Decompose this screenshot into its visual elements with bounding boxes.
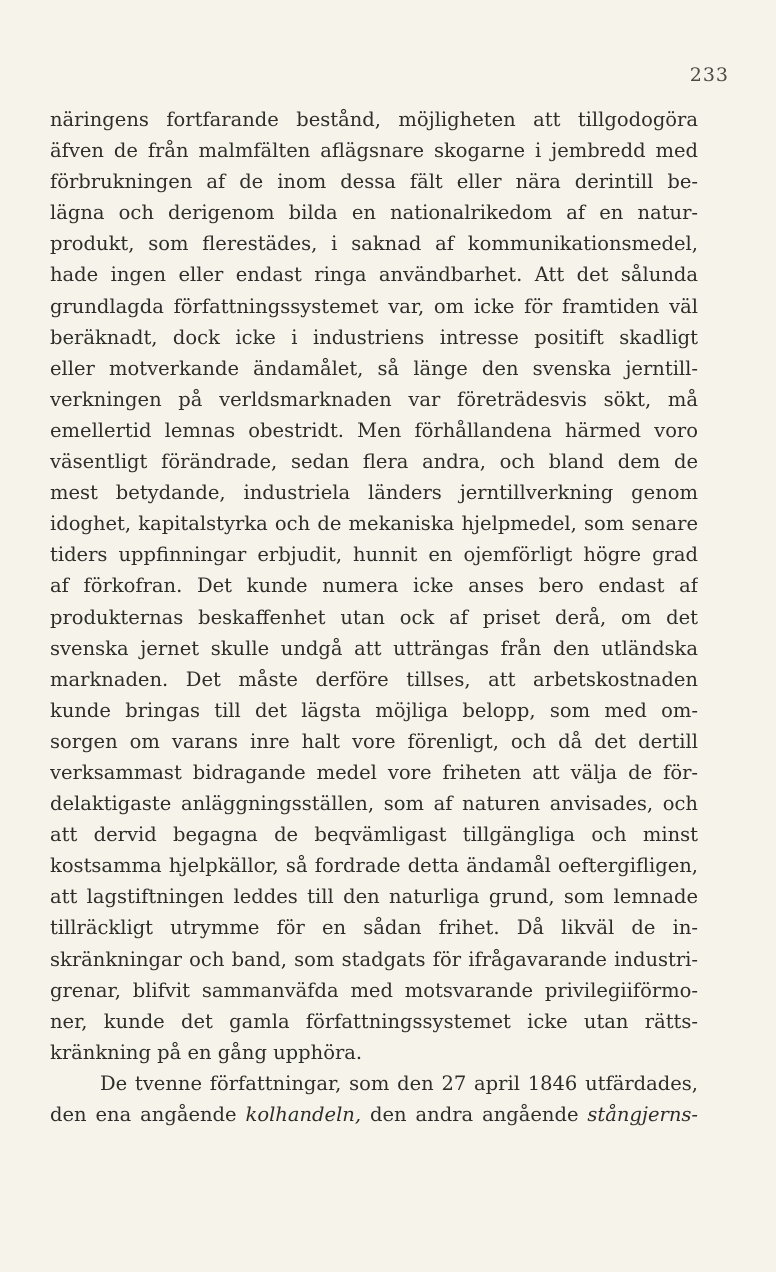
paragraph-two-line-one: De tvenne författningar, som den 27 april 1846 utfärdades, xyxy=(100,1071,698,1095)
text-line: svenska jernet skulle undgå att utträngas från den utländska xyxy=(50,636,698,660)
text-line: verkningen på verldsmarknaden var företrädesvis sökt, må xyxy=(50,387,698,411)
line-text: den andra angående xyxy=(361,1103,588,1126)
italic-term-stangjerns: stångjerns- xyxy=(587,1103,698,1126)
text-line: grenar, blifvit sammanväfda med motsvarande privilegiiförmo- xyxy=(50,978,698,1002)
text-line: kränkning på en gång upphöra. xyxy=(50,1040,363,1064)
text-line: att dervid begagna de beqvämligast tillgängliga och minst xyxy=(50,823,698,847)
text-line: sorgen om varans inre halt vore förenligt, och då det dertill xyxy=(50,729,698,753)
text-line: väsentligt förändrade, sedan flera andra, och bland dem de xyxy=(50,450,698,474)
text-line: mest betydande, industriela länders jerntillverkning genom xyxy=(50,481,698,505)
text-line: ner, kunde det gamla författningssystemet icke utan rätts- xyxy=(50,1009,698,1033)
text-line: af förkofran. Det kunde numera icke anses bero endast af xyxy=(50,574,698,598)
text-line: marknaden. Det måste derföre tillses, att arbetskostnaden xyxy=(50,667,698,691)
text-line: emellertid lemnas obestridt. Men förhållandena härmed voro xyxy=(50,418,698,442)
text-line: beräknadt, dock icke i industriens intresse positift skadligt xyxy=(50,325,698,349)
text-line: produkt, som flerestädes, i saknad af kommunikationsmedel, xyxy=(50,232,698,256)
text-line: näringens fortfarande bestånd, möjligheten att tillgodogöra xyxy=(50,108,698,131)
text-line: lägna och derigenom bilda en nationalrikedom af en natur- xyxy=(50,201,698,225)
text-line: verksammast bidragande medel vore friheten att välja de för- xyxy=(50,760,698,784)
text-line: att lagstiftningen leddes till den naturliga grund, som lemnade xyxy=(50,885,698,909)
text-line: kostsamma hjelpkällor, så fordrade detta ändamål oeftergifligen, xyxy=(50,854,698,878)
paragraph-two-line-two xyxy=(50,1099,698,1130)
text-line: tillräckligt utrymme för en sådan frihet. Då likväl de in- xyxy=(50,916,698,940)
body-text xyxy=(50,104,698,1130)
text-line: eller motverkande ändamålet, så länge den svenska jerntill- xyxy=(50,356,698,380)
text-line: kunde bringas till det lägsta möjliga belopp, som med om- xyxy=(50,698,698,722)
text-line: tiders uppfinningar erbjudit, hunnit en ojemförligt högre grad xyxy=(50,543,698,567)
text-line: förbrukningen af de inom dessa fält eller nära derintill be- xyxy=(50,170,698,194)
page-number: 233 xyxy=(689,64,729,86)
text-line: skränkningar och band, som stadgats för ifrågavarande industri- xyxy=(50,947,698,971)
text-line: delaktigaste anläggningsställen, som af naturen anvisades, och xyxy=(50,792,698,816)
text-line: äfven de från malmfälten aflägsnare skogarne i jembredd med xyxy=(50,139,698,163)
text-line: produkternas beskaffenhet utan ock af priset derå, om det xyxy=(50,605,698,629)
text-line: hade ingen eller endast ringa användbarhet. Att det sålunda xyxy=(50,263,698,287)
line-text: den ena angående xyxy=(50,1103,246,1126)
text-line: idoghet, kapitalstyrka och de mekaniska hjelpmedel, som senare xyxy=(50,512,698,536)
italic-term-kolhandeln: kolhandeln, xyxy=(245,1103,362,1126)
text-line: grundlagda författningssystemet var, om icke för framtiden väl xyxy=(50,294,698,318)
